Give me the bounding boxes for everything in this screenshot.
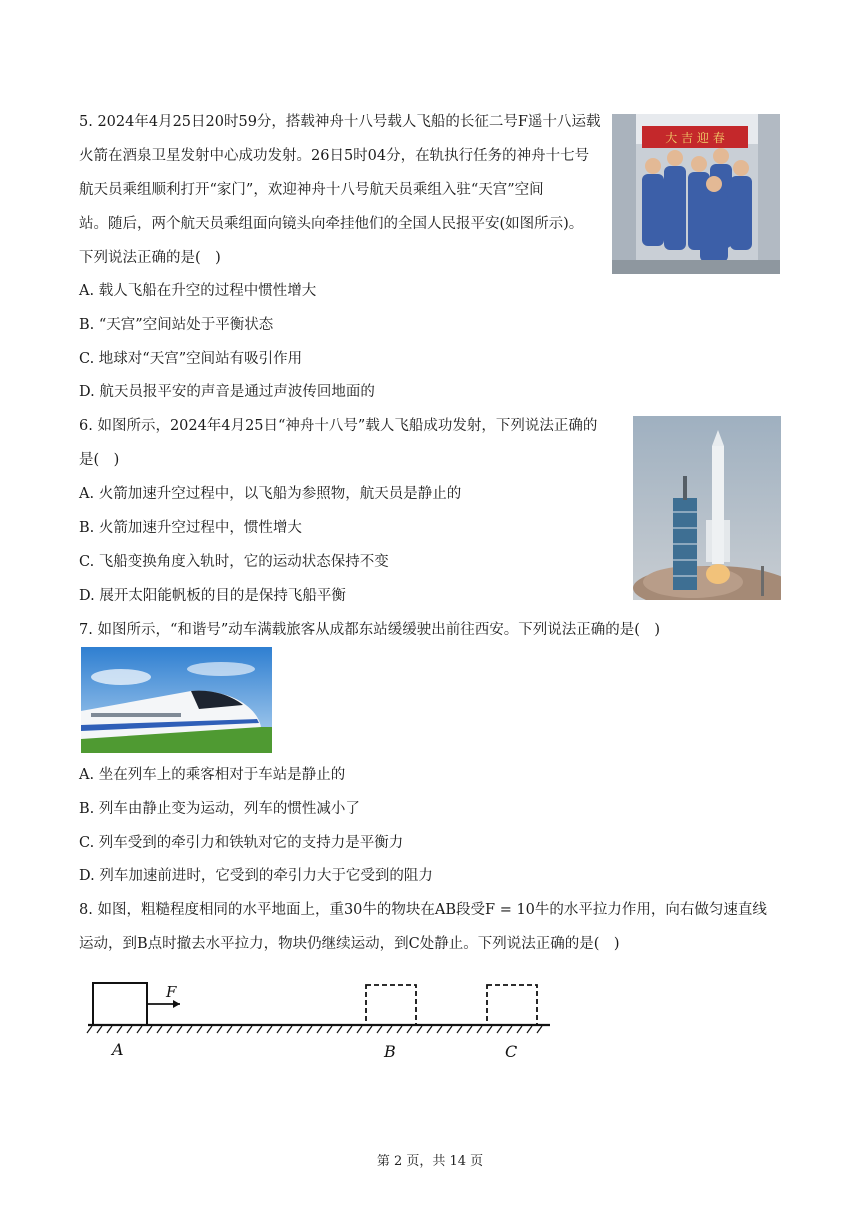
point-b-label: B — [384, 1042, 396, 1061]
q5-option-b: B. “天宫”空间站处于平衡状态 — [79, 317, 274, 333]
q8-line-2: 运动，到B点时撤去水平拉力，物块仍继续运动，到C处静止。下列说法正确的是( ) — [79, 936, 620, 952]
block-dashed-c — [487, 985, 537, 1025]
rocket-launch-photo — [633, 416, 781, 600]
q6-option-d: D. 展开太阳能帆板的目的是保持飞船平衡 — [79, 588, 346, 604]
q5-option-c: C. 地球对“天宫”空间站有吸引作用 — [79, 351, 303, 367]
force-diagram — [84, 975, 554, 1065]
point-a-label: A — [112, 1040, 124, 1059]
q5-option-a: A. 载人飞船在升空的过程中惯性增大 — [79, 283, 317, 299]
q7-option-c: C. 列车受到的牵引力和铁轨对它的支持力是平衡力 — [79, 835, 404, 851]
q7-option-d: D. 列车加速前进时，它受到的牵引力大于它受到的阻力 — [79, 868, 433, 884]
q6-option-a: A. 火箭加速升空过程中，以飞船为参照物，航天员是静止的 — [79, 486, 462, 502]
q7-option-b: B. 列车由静止变为运动，列车的惯性减小了 — [79, 801, 360, 817]
point-c-label: C — [505, 1042, 518, 1061]
q5-line-3: 航天员乘组顺利打开“家门”，欢迎神舟十八号航天员乘组入驻“天宫”空间 — [79, 182, 544, 198]
banner-text: 大 吉 迎 春 — [665, 131, 725, 145]
q6-option-c: C. 飞船变换角度入轨时，它的运动状态保持不变 — [79, 554, 389, 570]
q6-line-1: 6. 如图所示，2024年4月25日“神舟十八号”载人飞船成功发射，下列说法正确的 — [79, 418, 598, 434]
q6-line-2: 是( ) — [79, 452, 120, 468]
q6-option-b: B. 火箭加速升空过程中，惯性增大 — [79, 520, 302, 536]
block-solid — [93, 983, 147, 1025]
q8-line-1: 8. 如图，粗糙程度相同的水平地面上，重30牛的物块在AB段受F = 10牛的水平拉力作用，向右做匀速直线 — [79, 902, 767, 918]
q5-line-5: 下列说法正确的是( ) — [79, 250, 221, 266]
page-footer: 第 2 页，共 14 页 — [376, 1154, 484, 1169]
q5-line-4: 站。随后，两个航天员乘组面向镜头向牵挂他们的全国人民报平安(如图所示)。 — [79, 216, 584, 232]
q5-option-d: D. 航天员报平安的声音是通过声波传回地面的 — [79, 384, 375, 400]
block-dashed-b — [366, 985, 416, 1025]
astronauts-photo — [612, 114, 780, 274]
q7-line-1: 7. 如图所示，“和谐号”动车满载旅客从成都东站缓缓驶出前往西安。下列说法正确的是( ) — [79, 622, 661, 638]
q5-line-1: 5. 2024年4月25日20时59分，搭载神舟十八号载人飞船的长征二号F遥十八运载 — [79, 114, 601, 130]
q7-option-a: A. 坐在列车上的乘客相对于车站是静止的 — [79, 767, 346, 783]
high-speed-train-photo — [81, 647, 272, 753]
force-label: F — [166, 983, 177, 1001]
q5-line-2: 火箭在酒泉卫星发射中心成功发射。26日5时04分，在轨执行任务的神舟十七号 — [79, 148, 590, 164]
